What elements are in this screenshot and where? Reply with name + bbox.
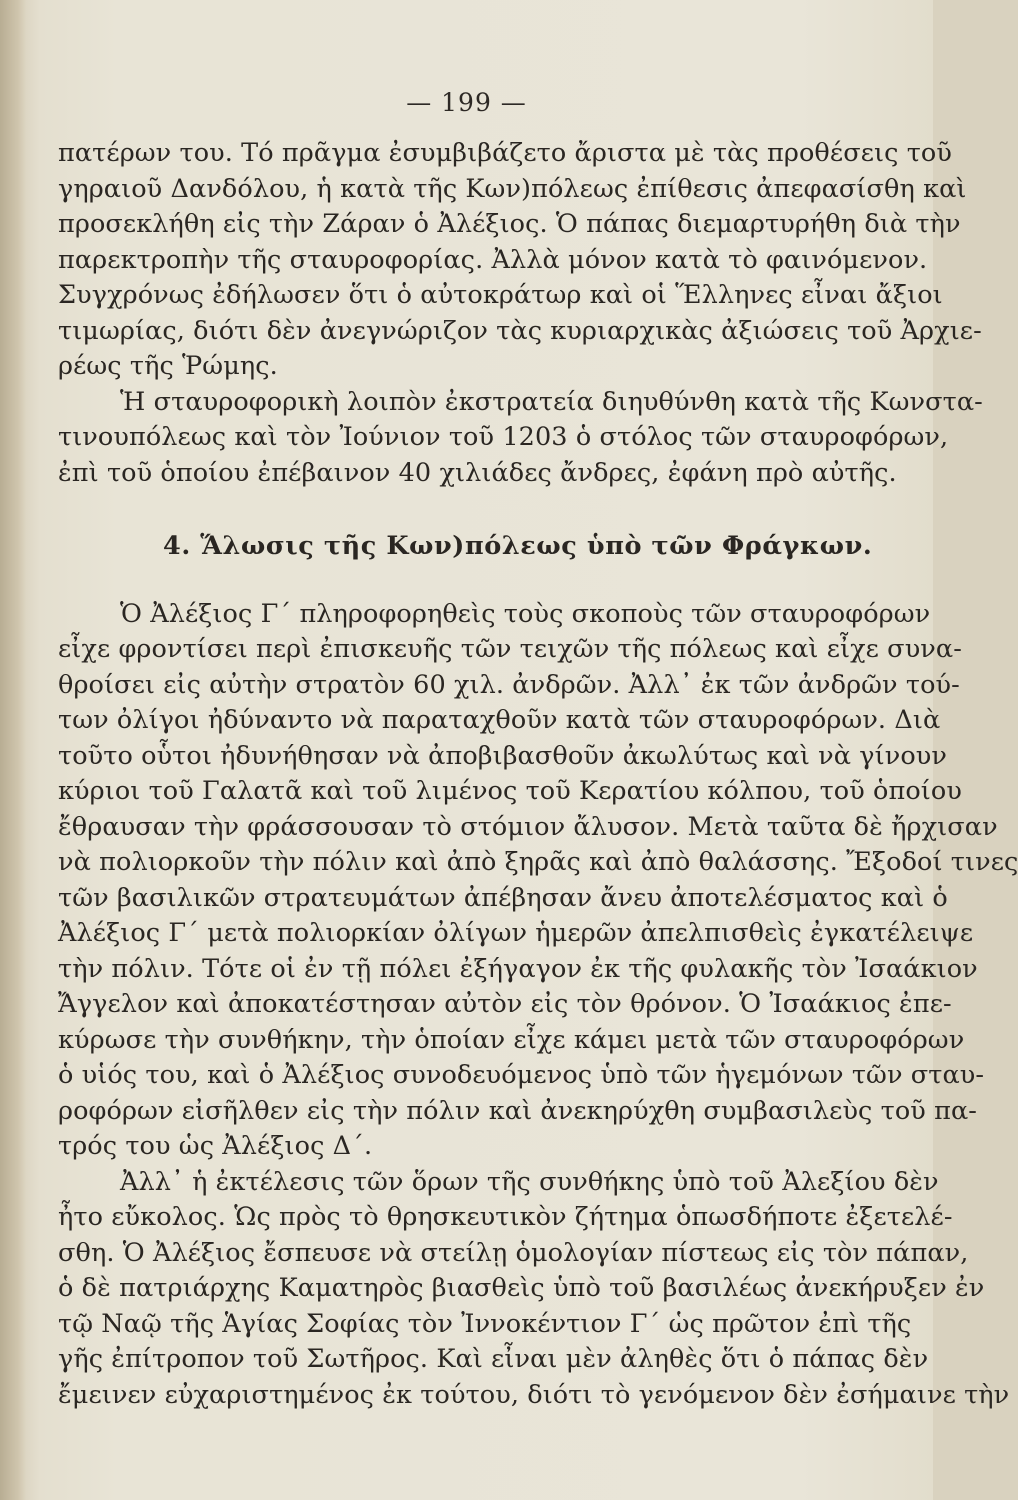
- text-line: Ἀλέξιος Γ΄ μετὰ πολιορκίαν ὀλίγων ἡμερῶν ἀπελπισθεὶς ἐγκατέλειψε: [58, 918, 974, 948]
- adjacent-page-edge: [0, 0, 26, 1500]
- text-line: Ἄγγελον καὶ ἀποκατέστησαν αὐτὸν εἰς τὸν θρόνον. Ὁ Ἰσαάκιος ἐπε-: [58, 989, 952, 1019]
- text-line: κύρωσε τὴν συνθήκην, τὴν ὁποίαν εἶχε κάμει μετὰ τῶν σταυροφόρων: [58, 1024, 965, 1055]
- text-line: ἔμεινεν εὐχαριστημένος ἐκ τούτου, διότι τὸ γενόμενον δὲν ἐσήμαινε τὴν: [58, 1379, 1010, 1410]
- page-number: — 199 —: [406, 88, 527, 117]
- text-line: ροφόρων εἰσῆλθεν εἰς τὴν πόλιν καὶ ἀνεκηρύχθη συμβασιλεὺς τοῦ πα-: [58, 1095, 977, 1126]
- text-line: τῷ Ναῷ τῆς Ἁγίας Σοφίας τὸν Ἰννοκέντιον Γ΄ ὡς πρῶτον ἐπὶ τῆς: [58, 1308, 912, 1339]
- text-line: εἶχε φροντίσει περὶ ἐπισκευῆς τῶν τειχῶν τῆς πόλεως καὶ εἶχε συνα-: [58, 634, 962, 664]
- text-line: παρεκτροπὴν τῆς σταυροφορίας. Ἀλλὰ μόνον κατὰ τὸ φαινόμενον.: [58, 244, 928, 275]
- text-line: τοῦτο οὗτοι ἠδυνήθησαν νὰ ἀποβιβασθοῦν ἀκωλύτως καὶ νὰ γίνουν: [58, 740, 947, 771]
- text-line: Ἡ σταυροφορικὴ λοιπὸν ἐκστρατεία διηυθύνθη κατὰ τῆς Κωνστα-: [120, 386, 983, 417]
- body-text: [58, 136, 1018, 1413]
- text-line: ἦτο εὔκολος. Ὡς πρὸς τὸ θρησκευτικὸν ζήτημα ὁπωσδήποτε ἐξετελέ-: [58, 1202, 953, 1232]
- text-line: τῶν βασιλικῶν στρατευμάτων ἀπέβησαν ἄνευ ἀποτελέσματος καὶ ὁ: [58, 882, 948, 913]
- text-line: θροίσει εἰς αὐτὴν στρατὸν 60 χιλ. ἀνδρῶν. Ἀλλ᾽ ἐκ τῶν ἀνδρῶν τού-: [58, 669, 960, 700]
- section-heading: 4. Ἅλωσις τῆς Κων)πόλεως ὑπὸ τῶν Φράγκων.: [163, 531, 873, 561]
- text-line: νὰ πολιορκοῦν τὴν πόλιν καὶ ἀπὸ ξηρᾶς καὶ ἀπὸ θαλάσσης. Ἔξοδοί τινες: [58, 847, 1018, 877]
- text-line: τινουπόλεως καὶ τὸν Ἰούνιον τοῦ 1203 ὁ στόλος τῶν σταυροφόρων,: [58, 422, 949, 452]
- paragraph-1: [58, 136, 982, 385]
- text-line: ἐπὶ τοῦ ὁποίου ἐπέβαινον 40 χιλιάδες ἄνδρες, ἐφάνη πρὸ αὐτῆς.: [58, 457, 897, 488]
- text-line: Ὁ Ἀλέξιος Γ΄ πληροφορηθεὶς τοὺς σκοποὺς τῶν σταυροφόρων: [120, 598, 931, 629]
- paragraph-2: [58, 385, 983, 492]
- text-line: ὁ υἱός του, καὶ ὁ Ἀλέξιος συνοδευόμενος ὑπὸ τῶν ἡγεμόνων τῶν σταυ-: [58, 1060, 985, 1090]
- text-line: τιμωρίας, διότι δὲν ἀνεγνώριζον τὰς κυριαρχικὰς ἀξιώσεις τοῦ Ἀρχιε-: [58, 315, 982, 346]
- text-line: ἔθραυσαν τὴν φράσσουσαν τὸ στόμιον ἄλυσον. Μετὰ ταῦτα δὲ ἤρχισαν: [58, 811, 998, 842]
- paragraph-3: [58, 597, 1018, 1165]
- text-line: των ὀλίγοι ἠδύναντο νὰ παραταχθοῦν κατὰ τῶν σταυροφόρων. Διὰ: [58, 705, 941, 735]
- text-line: τὴν πόλιν. Τότε οἱ ἐν τῇ πόλει ἐξήγαγον ἐκ τῆς φυλακῆς τὸν Ἰσαάκιον: [58, 953, 978, 984]
- text-line: γηραιοῦ Δανδόλου, ἡ κατὰ τῆς Κων)πόλεως ἐπίθεσις ἀπεφασίσθη καὶ: [58, 173, 967, 204]
- text-line: Ἀλλ᾽ ἡ ἐκτέλεσις τῶν ὅρων τῆς συνθήκης ὑπὸ τοῦ Ἀλεξίου δὲν: [120, 1166, 939, 1197]
- text-line: σθη. Ὁ Ἀλέξιος ἔσπευσε νὰ στείλῃ ὁμολογίαν πίστεως εἰς τὸν πάπαν,: [58, 1237, 969, 1268]
- text-line: τρός του ὡς Ἀλέξιος Δ΄.: [58, 1131, 373, 1161]
- text-line: προσεκλήθη εἰς τὴν Ζάραν ὁ Ἀλέξιος. Ὁ πάπας διεμαρτυρήθη διὰ τὴν: [58, 209, 961, 239]
- text-line: ὁ δὲ πατριάρχης Καματηρὸς βιασθεὶς ὑπὸ τοῦ βασιλέως ἀνεκήρυξεν ἐν: [58, 1273, 985, 1303]
- text-line: πατέρων του. Τό πρᾶγμα ἐσυμβιβάζετο ἄριστα μὲ τὰς προθέσεις τοῦ: [58, 138, 952, 168]
- text-line: κύριοι τοῦ Γαλατᾶ καὶ τοῦ λιμένος τοῦ Κερατίου κόλπου, τοῦ ὁποίου: [58, 776, 962, 806]
- text-line: ρέως τῆς Ῥώμης.: [58, 351, 278, 381]
- text-line: Συγχρόνως ἐδήλωσεν ὅτι ὁ αὐτοκράτωρ καὶ οἱ Ἕλληνες εἶναι ἄξιοι: [58, 280, 943, 310]
- text-line: γῆς ἐπίτροπον τοῦ Σωτῆρος. Καὶ εἶναι μὲν ἀληθὲς ὅτι ὁ πάπας δὲν: [58, 1344, 929, 1374]
- paragraph-4: [58, 1165, 1010, 1414]
